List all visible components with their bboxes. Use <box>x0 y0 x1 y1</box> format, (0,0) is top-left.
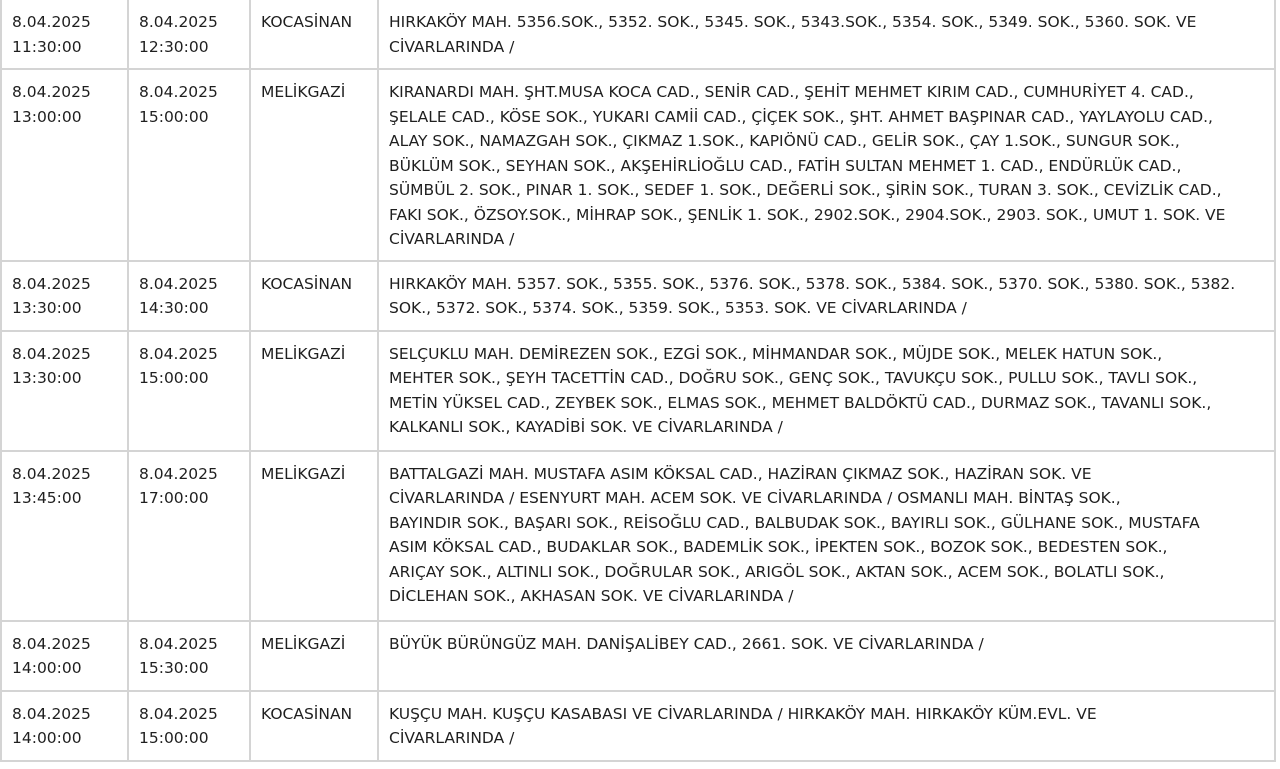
start-cell <box>1 69 128 261</box>
address-cell <box>378 69 1275 261</box>
start-time: 13:30:00 <box>12 299 82 317</box>
address-line: KIRANARDI MAH. ŞHT.MUSA KOCA CAD., SENİR CAD., ŞEHİT MEHMET KIRIM CAD., CUMHURİYET 4. CAD., <box>389 83 1194 101</box>
table-row <box>1 451 1275 621</box>
end-cell <box>128 0 250 69</box>
address-line: HIRKAKÖY MAH. 5357. SOK., 5355. SOK., 5376. SOK., 5378. SOK., 5384. SOK., 5370. SOK., 5380. SOK., 5382. <box>389 274 1236 293</box>
address-cell <box>378 691 1275 761</box>
end-cell <box>128 69 250 261</box>
address-line: SELÇUKLU MAH. DEMİREZEN SOK., EZGİ SOK., MİHMANDAR SOK., MÜJDE SOK., MELEK HATUN SOK., <box>389 344 1163 363</box>
end-time: 14:30:00 <box>139 299 209 317</box>
start-date: 8.04.2025 <box>12 704 91 723</box>
start-date: 8.04.2025 <box>12 13 91 31</box>
address-line: SOK., 5372. SOK., 5374. SOK., 5359. SOK., 5353. SOK. VE CİVARLARINDA / <box>389 299 967 317</box>
table-row <box>1 261 1275 331</box>
end-time: 12:30:00 <box>139 37 209 56</box>
start-date: 8.04.2025 <box>12 634 91 653</box>
start-date: 8.04.2025 <box>12 83 91 101</box>
address-cell <box>378 451 1275 621</box>
address-line: MEHTER SOK., ŞEYH TACETTİN CAD., DOĞRU SOK., GENÇ SOK., TAVUKÇU SOK., PULLU SOK., TAVLI SOK., <box>389 369 1198 387</box>
address-line: CİVARLARINDA / <box>389 230 515 248</box>
start-cell <box>1 451 128 621</box>
district: MELİKGAZİ <box>261 344 346 363</box>
address-line: HIRKAKÖY MAH. 5356.SOK., 5352. SOK., 5345. SOK., 5343.SOK., 5354. SOK., 5349. SOK., 5360. SOK. VE <box>389 13 1197 31</box>
address-line: ARIÇAY SOK., ALTINLI SOK., DOĞRULAR SOK., ARIGÖL SOK., AKTAN SOK., ACEM SOK., BOLATLI SOK., <box>389 562 1165 581</box>
address-line: KALKANLI SOK., KAYADİBİ SOK. VE CİVARLARINDA / <box>389 418 783 436</box>
address-line: BÜKLÜM SOK., SEYHAN SOK., AKŞEHİRLİOĞLU CAD., FATİH SULTAN MEHMET 1. CAD., ENDÜRLÜK CAD., <box>389 156 1182 175</box>
table-row <box>1 331 1275 451</box>
start-date: 8.04.2025 <box>12 344 91 363</box>
address-line: BATTALGAZİ MAH. MUSTAFA ASIM KÖKSAL CAD., HAZİRAN ÇIKMAZ SOK., HAZİRAN SOK. VE <box>389 464 1092 483</box>
end-time: 17:00:00 <box>139 489 209 507</box>
address-cell <box>378 261 1275 331</box>
district-cell <box>250 261 378 331</box>
district: MELİKGAZİ <box>261 634 346 653</box>
address-line: CİVARLARINDA / ESENYURT MAH. ACEM SOK. VE CİVARLARINDA / OSMANLI MAH. BİNTAŞ SOK., <box>389 489 1121 507</box>
end-date: 8.04.2025 <box>139 344 218 363</box>
end-date: 8.04.2025 <box>139 704 218 723</box>
outage-table-body <box>1 0 1275 761</box>
district: MELİKGAZİ <box>261 83 346 101</box>
address-line: FAKI SOK., ÖZSOY.SOK., MİHRAP SOK., ŞENLİK 1. SOK., 2902.SOK., 2904.SOK., 2903. SOK., UMUT 1. SOK. VE <box>389 205 1226 224</box>
end-time: 15:30:00 <box>139 659 209 677</box>
district-cell <box>250 69 378 261</box>
start-date: 8.04.2025 <box>12 464 91 483</box>
district-cell <box>250 691 378 761</box>
start-time: 11:30:00 <box>12 37 82 56</box>
district-cell <box>250 621 378 691</box>
end-date: 8.04.2025 <box>139 634 218 653</box>
address-cell <box>378 331 1275 451</box>
district-cell <box>250 0 378 69</box>
start-cell <box>1 621 128 691</box>
district: MELİKGAZİ <box>261 464 346 483</box>
end-date: 8.04.2025 <box>139 83 218 101</box>
start-cell <box>1 331 128 451</box>
end-date: 8.04.2025 <box>139 274 218 293</box>
end-cell <box>128 331 250 451</box>
address-line: ŞELALE CAD., KÖSE SOK., YUKARI CAMİİ CAD., ÇİÇEK SOK., ŞHT. AHMET BAŞPINAR CAD., YAYLAYOLU CAD., <box>389 107 1213 126</box>
end-date: 8.04.2025 <box>139 464 218 483</box>
address-cell <box>378 621 1275 691</box>
district: KOCASİNAN <box>261 704 353 723</box>
address-line: ALAY SOK., NAMAZGAH SOK., ÇIKMAZ 1.SOK., KAPIÖNÜ CAD., GELİR SOK., ÇAY 1.SOK., SUNGUR SOK., <box>389 132 1180 150</box>
table-row <box>1 691 1275 761</box>
end-cell <box>128 451 250 621</box>
address-line: BAYINDIR SOK., BAŞARI SOK., REİSOĞLU CAD., BALBUDAK SOK., BAYIRLI SOK., GÜLHANE SOK., MUSTAFA <box>389 513 1200 532</box>
start-date: 8.04.2025 <box>12 274 91 293</box>
address-line: SÜMBÜL 2. SOK., PINAR 1. SOK., SEDEF 1. SOK., DEĞERLİ SOK., ŞİRİN SOK., TURAN 3. SOK., CEVİZLİK CAD., <box>389 181 1222 199</box>
end-date: 8.04.2025 <box>139 13 218 31</box>
end-cell <box>128 261 250 331</box>
start-cell <box>1 261 128 331</box>
address-line: CİVARLARINDA / <box>389 37 515 56</box>
address-line: BÜYÜK BÜRÜNGÜZ MAH. DANİŞALİBEY CAD., 2661. SOK. VE CİVARLARINDA / <box>389 634 984 653</box>
start-cell <box>1 691 128 761</box>
address-line: METİN YÜKSEL CAD., ZEYBEK SOK., ELMAS SOK., MEHMET BALDÖKTÜ CAD., DURMAZ SOK., TAVANLI SOK., <box>389 393 1212 412</box>
start-time: 13:45:00 <box>12 489 82 507</box>
end-time: 15:00:00 <box>139 729 209 747</box>
address-line: DİCLEHAN SOK., AKHASAN SOK. VE CİVARLARINDA / <box>389 587 794 605</box>
start-time: 14:00:00 <box>12 659 82 677</box>
district: KOCASİNAN <box>261 13 353 31</box>
address-line: CİVARLARINDA / <box>389 729 515 747</box>
district: KOCASİNAN <box>261 274 353 293</box>
start-time: 14:00:00 <box>12 729 82 747</box>
address-line: KUŞÇU MAH. KUŞÇU KASABASI VE CİVARLARINDA / HIRKAKÖY MAH. HIRKAKÖY KÜM.EVL. VE <box>389 704 1097 723</box>
table-row <box>1 0 1275 69</box>
start-time: 13:00:00 <box>12 107 82 126</box>
start-cell <box>1 0 128 69</box>
district-cell <box>250 331 378 451</box>
table-row <box>1 69 1275 261</box>
table-row <box>1 621 1275 691</box>
end-cell <box>128 691 250 761</box>
district-cell <box>250 451 378 621</box>
end-time: 15:00:00 <box>139 369 209 387</box>
start-time: 13:30:00 <box>12 369 82 387</box>
address-line: ASIM KÖKSAL CAD., BUDAKLAR SOK., BADEMLİK SOK., İPEKTEN SOK., BOZOK SOK., BEDESTEN SOK., <box>389 538 1168 556</box>
end-time: 15:00:00 <box>139 107 209 126</box>
end-cell <box>128 621 250 691</box>
address-cell <box>378 0 1275 69</box>
